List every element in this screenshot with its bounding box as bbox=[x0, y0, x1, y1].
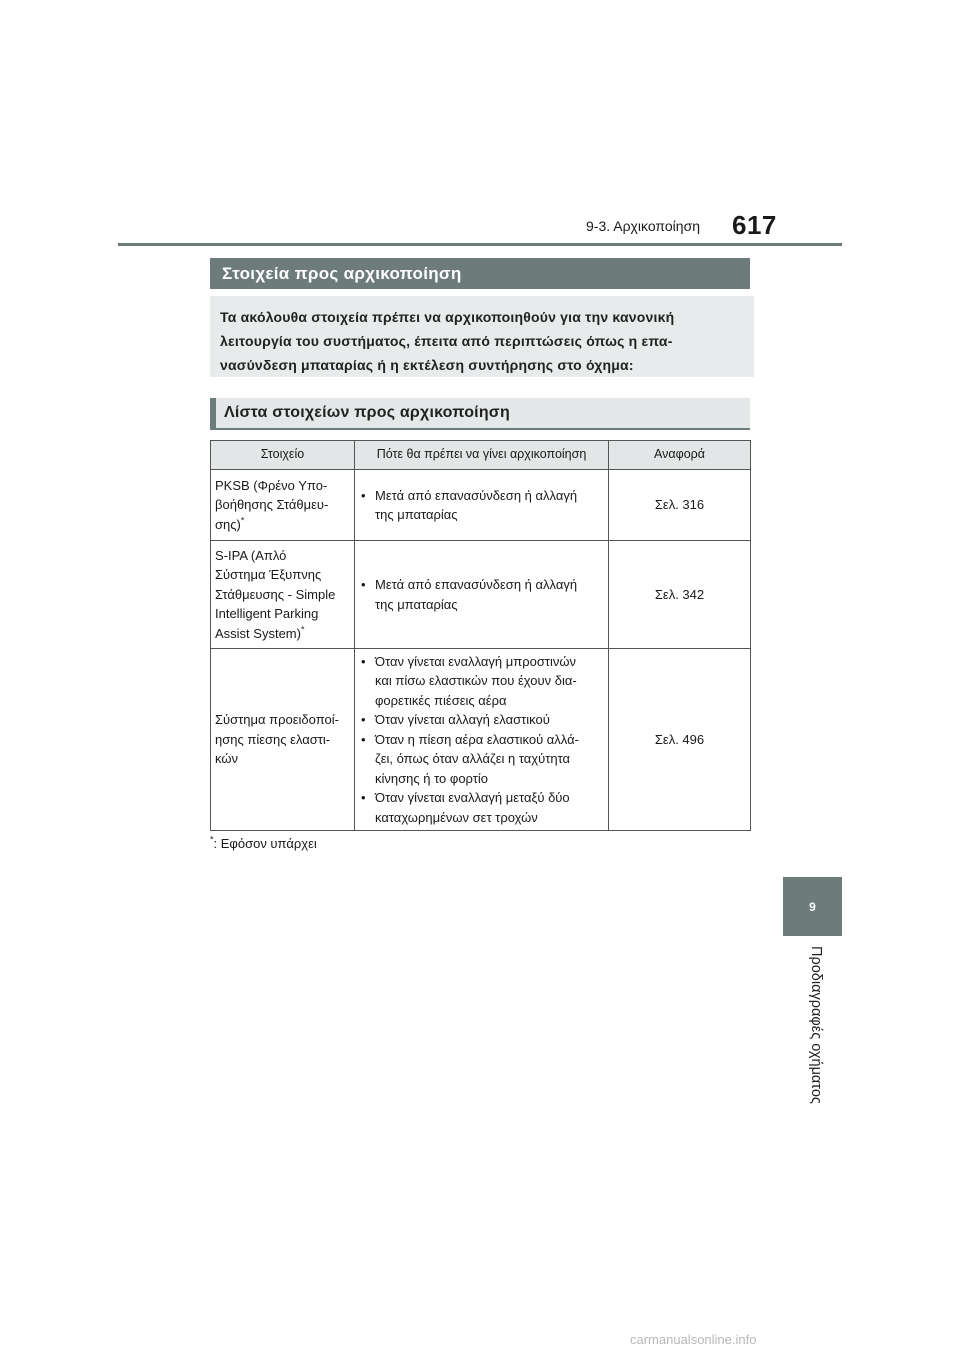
table-row bbox=[211, 470, 751, 541]
chapter-label: Προδιαγραφές οχήματος bbox=[808, 946, 824, 1104]
when-cell bbox=[355, 470, 609, 541]
when-bullet: • Όταν γίνεται εναλλαγή μπροστινών και πίσω ελαστικών που έχουν δια- φορετικές πιέσεις αέρα bbox=[359, 652, 604, 711]
item-line: S-IPA (Απλό bbox=[215, 547, 287, 563]
item-line: Στάθμευσης - Simple bbox=[215, 586, 336, 602]
intro-line: νασύνδεση μπαταρίας ή η εκτέλεση συντήρησης στο όχημα: bbox=[220, 357, 634, 373]
item-line: κών bbox=[215, 751, 238, 767]
table-header-row bbox=[211, 441, 751, 470]
header-divider bbox=[118, 243, 842, 246]
header-section-title: 9-3. Αρχικοποίηση bbox=[586, 218, 700, 234]
item-line: Assist System)* bbox=[215, 624, 305, 641]
footnote-marker: * bbox=[210, 834, 214, 845]
when-bullet: • Μετά από επανασύνδεση ή αλλαγή της μπαταρίας bbox=[359, 575, 604, 614]
when-cell bbox=[355, 541, 609, 649]
intro-line: λειτουργία του συστήματος, έπειτα από περιπτώσεις όπως η επα- bbox=[220, 333, 673, 349]
item-line: Intelligent Parking bbox=[215, 606, 319, 622]
section-title: Στοιχεία προς αρχικοποίηση bbox=[210, 258, 750, 289]
subsection-title: Λίστα στοιχείων προς αρχικοποίηση bbox=[210, 398, 750, 428]
when-cell bbox=[355, 649, 609, 831]
column-header-when: Πότε θα πρέπει να γίνει αρχικοποίηση bbox=[355, 441, 609, 470]
column-header-item: Στοιχείο bbox=[211, 441, 355, 470]
item-line: σης)* bbox=[215, 515, 245, 532]
table-row bbox=[211, 649, 751, 831]
chapter-tab[interactable] bbox=[783, 877, 842, 936]
item-cell bbox=[211, 470, 355, 541]
initialization-table bbox=[210, 440, 751, 831]
when-bullet: • Όταν γίνεται εναλλαγή μεταξύ δύο καταχωρημένων σετ τροχών bbox=[359, 788, 604, 827]
item-line: βοήθησης Στάθμευ- bbox=[215, 497, 329, 513]
chapter-number: 9 bbox=[809, 899, 816, 914]
footnote-marker: * bbox=[240, 515, 245, 526]
item-cell bbox=[211, 649, 355, 831]
item-line: ησης πίεσης ελαστι- bbox=[215, 731, 331, 747]
watermark: carmanualsonline.info bbox=[630, 1332, 757, 1347]
footnote-text: : Εφόσον υπάρχει bbox=[213, 836, 317, 851]
when-bullet: • Όταν η πίεση αέρα ελαστικού αλλά- ζει, όπως όταν αλλάζει η ταχύτητα κίνησης ή το φορτίο bbox=[359, 730, 604, 789]
intro-line: Τα ακόλουθα στοιχεία πρέπει να αρχικοποιηθούν για την κανονική bbox=[220, 309, 675, 325]
footnote-marker: * bbox=[300, 624, 305, 635]
page-number: 617 bbox=[732, 210, 777, 240]
reference-cell: Σελ. 342 bbox=[609, 541, 751, 649]
column-header-reference: Αναφορά bbox=[609, 441, 751, 470]
reference-cell: Σελ. 496 bbox=[609, 649, 751, 831]
intro-box bbox=[210, 296, 754, 377]
when-bullet: • Μετά από επανασύνδεση ή αλλαγή της μπαταρίας bbox=[359, 486, 604, 525]
item-cell bbox=[211, 541, 355, 649]
item-line: PKSB (Φρένο Υπο- bbox=[215, 477, 328, 493]
footnote bbox=[210, 836, 317, 851]
item-line: Σύστημα Έξυπνης bbox=[215, 567, 322, 583]
when-bullet: • Όταν γίνεται αλλαγή ελαστικού bbox=[359, 710, 604, 730]
subsection-divider bbox=[210, 428, 750, 430]
table-row bbox=[211, 541, 751, 649]
item-line: Σύστημα προειδοποί- bbox=[215, 712, 339, 728]
reference-cell: Σελ. 316 bbox=[609, 470, 751, 541]
